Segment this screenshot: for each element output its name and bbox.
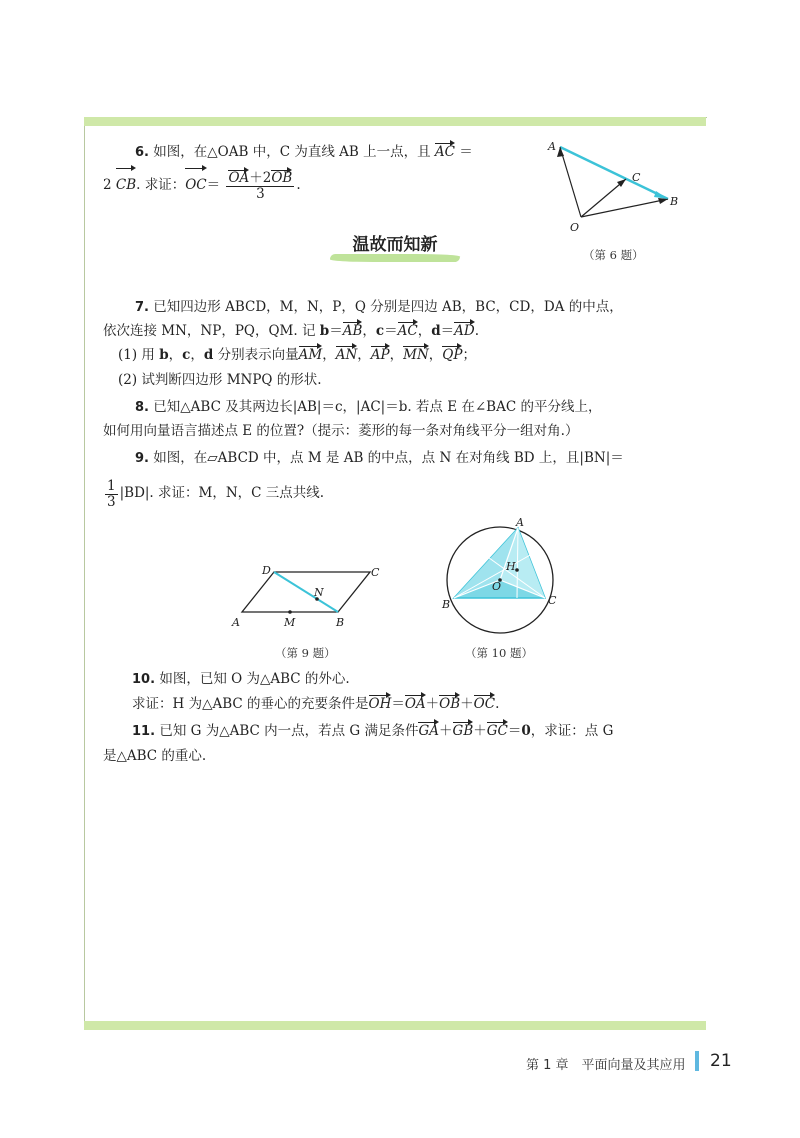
equals-sign: ＝ xyxy=(507,723,522,739)
plus-two: ＋2 xyxy=(249,169,272,186)
vector-AD: AD xyxy=(454,323,475,339)
plus-sign: ＋ xyxy=(460,696,474,712)
vector-d: d xyxy=(203,347,214,363)
vector-c: c xyxy=(182,347,191,363)
problem-text: . 求证： xyxy=(136,177,186,193)
problem-text: 如图，已知 O 为△ABC 的外心. xyxy=(159,671,350,687)
figure-9 xyxy=(228,560,388,635)
problem-6-line-2 xyxy=(103,168,301,202)
vector-OA: OA xyxy=(228,169,250,186)
vector-OH: OH xyxy=(368,696,392,712)
section-title xyxy=(330,232,460,262)
section-swash xyxy=(330,254,460,262)
label-H: H xyxy=(506,560,516,573)
problem-7-line-2 xyxy=(103,322,479,340)
equals-sign: ＝ xyxy=(459,144,473,160)
vector-AN: AN xyxy=(335,347,358,363)
bottom-green-band xyxy=(84,1021,706,1030)
comma: ， xyxy=(428,347,443,363)
vector-OA-line xyxy=(560,147,581,217)
fraction xyxy=(226,170,294,202)
problem-7-line-1 xyxy=(135,298,623,317)
problem-number: 7. xyxy=(135,300,149,315)
label-A: A xyxy=(548,140,556,153)
figure-10-caption: （第 10 题） xyxy=(465,646,533,660)
problem-text: 依次连接 MN，NP，PQ，QM. 记 xyxy=(103,323,316,339)
comma: ， xyxy=(357,347,371,363)
label-N: N xyxy=(314,586,324,599)
label-B: B xyxy=(670,195,679,208)
figure-10 xyxy=(440,518,570,638)
vector-OC: OC xyxy=(473,696,496,712)
vector-b: b xyxy=(319,323,330,339)
problem-number: 10. xyxy=(132,672,156,687)
numerator: 1 xyxy=(107,477,116,494)
equals-sign: ＝ xyxy=(384,323,398,339)
problem-text: 如图，在▱ABCD 中，点 M 是 AB 的中点，点 N 在对角线 BD 上，且|BN|＝ xyxy=(153,450,624,466)
label-D: D xyxy=(262,564,271,577)
plus-sign: ＋ xyxy=(473,723,487,739)
plus-sign: ＋ xyxy=(425,696,440,712)
vector-AB: AB xyxy=(342,323,363,339)
problem-11-line-1 xyxy=(132,722,613,741)
vector-MN: MN xyxy=(403,347,429,363)
vector-AM: AM xyxy=(298,347,323,363)
point-H xyxy=(515,568,519,572)
vector-b: b xyxy=(159,347,169,363)
vector-OB: OB xyxy=(439,696,461,712)
problem-9-line-2 xyxy=(103,476,324,510)
top-green-band xyxy=(84,117,706,126)
coefficient: 2 xyxy=(103,177,112,193)
problem-9-line-1 xyxy=(135,449,624,468)
fraction-one-third xyxy=(105,478,118,510)
label-C: C xyxy=(632,171,641,184)
problem-8-line-1 xyxy=(135,398,601,417)
label-O: O xyxy=(570,221,580,234)
vector-OC: OC xyxy=(185,168,206,202)
equals-sign: ＝ xyxy=(391,696,405,712)
problem-11-line-2: 是△ABC 的重心. xyxy=(103,748,207,764)
label-C: C xyxy=(371,566,380,579)
vector-GB: GB xyxy=(452,723,474,739)
label-B: B xyxy=(442,598,451,611)
label-A: A xyxy=(232,616,240,629)
label-O: O xyxy=(492,580,502,593)
page-number: 21 xyxy=(710,1051,732,1071)
denominator: 3 xyxy=(256,185,265,202)
problem-text: 如图，在△OAB 中，C 为直线 AB 上一点，且 xyxy=(153,144,431,160)
plus-sign: ＋ xyxy=(439,723,453,739)
vector-AC: AC xyxy=(434,144,455,160)
problem-text: 已知△ABC 及其两边长|AB|＝c，|AC|＝b. 若点 E 在∠BAC 的平分线上， xyxy=(153,399,602,415)
problem-text: |BD|. 求证：M，N，C 三点共线. xyxy=(119,485,325,501)
section-title-text: 温故而知新 xyxy=(352,235,438,255)
footer-chapter: 第 1 章 平面向量及其应用 xyxy=(526,1058,686,1073)
problem-10-line-2 xyxy=(132,695,499,713)
problem-7-sub-2: (2) 试判断四边形 MNPQ 的形状. xyxy=(118,372,322,388)
problem-6-line-1 xyxy=(135,143,473,162)
label-C: C xyxy=(548,594,557,607)
diagonal-BD xyxy=(274,572,338,612)
problem-number: 9. xyxy=(135,451,149,466)
problem-text: 分别表示向量 xyxy=(217,347,299,363)
label-M: M xyxy=(284,616,296,629)
period: . xyxy=(474,323,480,339)
denominator: 3 xyxy=(107,493,116,510)
sub-label: (1) 用 xyxy=(118,347,155,363)
equals-sign: ＝ xyxy=(440,323,455,339)
vector-QP: QP xyxy=(442,347,463,363)
comma: ， xyxy=(168,347,183,363)
figure-9-caption: （第 9 题） xyxy=(275,646,336,660)
problem-10-line-1 xyxy=(132,670,350,689)
footer-accent-bar xyxy=(695,1051,699,1071)
problem-number: 6. xyxy=(135,145,149,160)
equals-sign: ＝ xyxy=(329,323,343,339)
problem-text: 已知四边形 ABCD，M，N，P，Q 分别是四边 AB，BC，CD，DA 的中点， xyxy=(153,299,623,315)
problem-text: ，求证：点 G xyxy=(530,723,614,739)
label-A: A xyxy=(516,518,524,529)
comma: ， xyxy=(362,323,376,339)
problem-number: 11. xyxy=(132,724,156,739)
comma: ， xyxy=(389,347,404,363)
comma: ， xyxy=(190,347,204,363)
vector-AP: AP xyxy=(370,347,390,363)
segment-AB xyxy=(560,147,668,199)
vector-OB: OB xyxy=(271,169,293,186)
vector-OB-line xyxy=(581,199,668,217)
vector-CB: CB xyxy=(116,168,136,202)
comma: ， xyxy=(322,347,336,363)
arrowhead-AB xyxy=(654,191,668,199)
zero-vector: 0 xyxy=(521,723,531,739)
arrowhead-B xyxy=(658,198,668,204)
equals-sign: ＝ xyxy=(206,177,221,193)
problem-text: 求证：H 为△ABC 的垂心的充要条件是 xyxy=(132,696,369,712)
vector-d: d xyxy=(431,323,441,339)
figure-6-caption: （第 6 题） xyxy=(583,248,644,262)
problem-text: 已知 G 为△ABC 内一点，若点 G 满足条件 xyxy=(159,723,419,739)
semicolon: ； xyxy=(462,347,476,363)
comma: ， xyxy=(417,323,432,339)
problem-7-sub-1 xyxy=(118,346,476,364)
point-M xyxy=(288,610,292,614)
vector-GC: GC xyxy=(486,723,508,739)
label-B: B xyxy=(336,616,345,629)
problem-number: 8. xyxy=(135,400,149,415)
vector-c: c xyxy=(375,323,385,339)
period: . xyxy=(495,696,500,712)
figure-6 xyxy=(540,135,680,235)
vector-GA: GA xyxy=(418,723,440,739)
vector-AC: AC xyxy=(397,323,418,339)
problem-8-line-2: 如何用向量语言描述点 E 的位置?（提示：菱形的每一条对角线平分一组对角.） xyxy=(103,423,579,439)
period: . xyxy=(296,177,301,193)
vector-OA: OA xyxy=(404,696,426,712)
